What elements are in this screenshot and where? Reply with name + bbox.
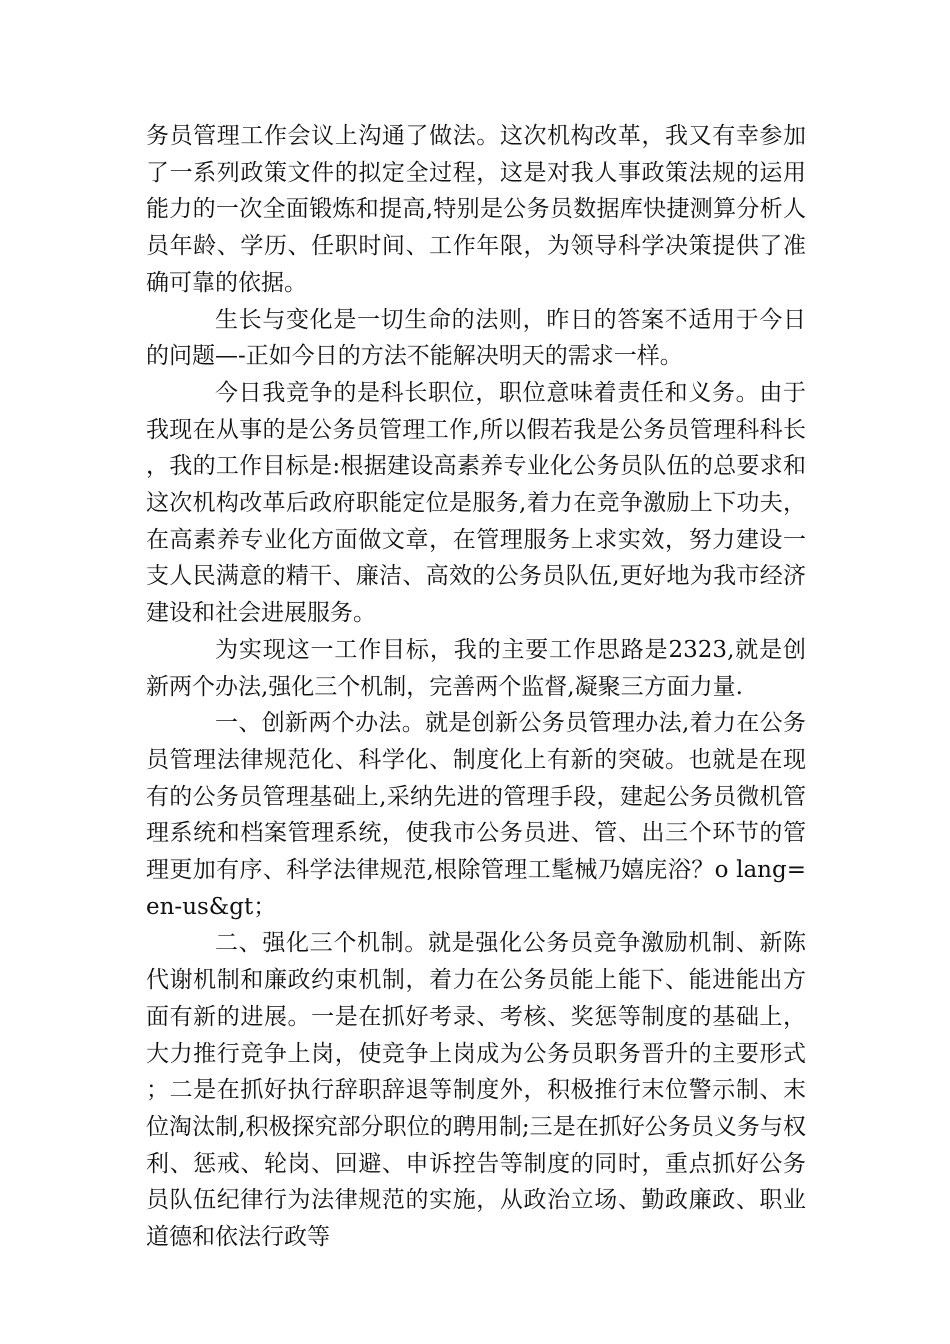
paragraph-growth-and-change: 生长与变化是一切生命的法则，昨日的答案不适用于今日的问题—-正如今日的方法不能解决明天的需求一样。: [146, 306, 806, 370]
paragraph-strengthen-mechanisms: 二、强化三个机制。就是强化公务员竞争激励机制、新陈代谢机制和廉政约束机制，着力在公务员能上能下、能进能出方面有新的进展。一是在抓好考录、考核、奖惩等制度的基础上，大力推行竞争上岗，使竞争上岗成为公务员职务晋升的主要形式；二是在抓好执行辞职辞退等制度外，积极推行末位警示制、末位淘汰制,积极探究部分职位的聘用制;三是在抓好公务员义务与权利、惩戒、轮岗、回避、申诉控告等制度的同时，重点抓好公务员队伍纪律行为法律规范的实施，从政治立场、勤政廉政、职业道德和依法行政等: [146, 930, 806, 1251]
paragraph-continuation: 务员管理工作会议上沟通了做法。这次机构改革，我又有幸参加了一系列政策文件的拟定全过程，这是对我人事政策法规的运用能力的一次全面锻炼和提高,特别是公务员数据库快捷测算分析人员年龄、学历、任职时间、工作年限，为领导科学决策提供了准确可靠的依据。: [146, 123, 806, 296]
document-body: [146, 118, 806, 1256]
paragraph-work-goal: 今日我竞争的是科长职位，职位意味着责任和义务。由于我现在从事的是公务员管理工作,所以假若我是公务员管理科科长，我的工作目标是:根据建设高素养专业化公务员队伍的总要求和这次机构改革后政府职能定位是服务,着力在竞争激励上下功夫，在高素养专业化方面做文章，在管理服务上求实效，努力建设一支人民满意的精干、廉洁、高效的公务员队伍,更好地为我市经济建设和社会进展服务。: [146, 379, 806, 627]
paragraph-innovate-methods: 一、创新两个办法。就是创新公务员管理办法,着力在公务员管理法律规范化、科学化、制度化上有新的突破。也就是在现有的公务员管理基础上,采纳先进的管理手段，建起公务员微机管理系统和档案管理系统，使我市公务员进、管、出三个环节的管理更加有序、科学法律规范,根除管理工髦械乃嬉庑浴？o lang=en-us&gt；: [146, 710, 806, 920]
paragraph-work-approach: 为实现这一工作目标，我的主要工作思路是2323,就是创新两个办法,强化三个机制，完善两个监督,凝聚三方面力量.: [146, 636, 806, 700]
